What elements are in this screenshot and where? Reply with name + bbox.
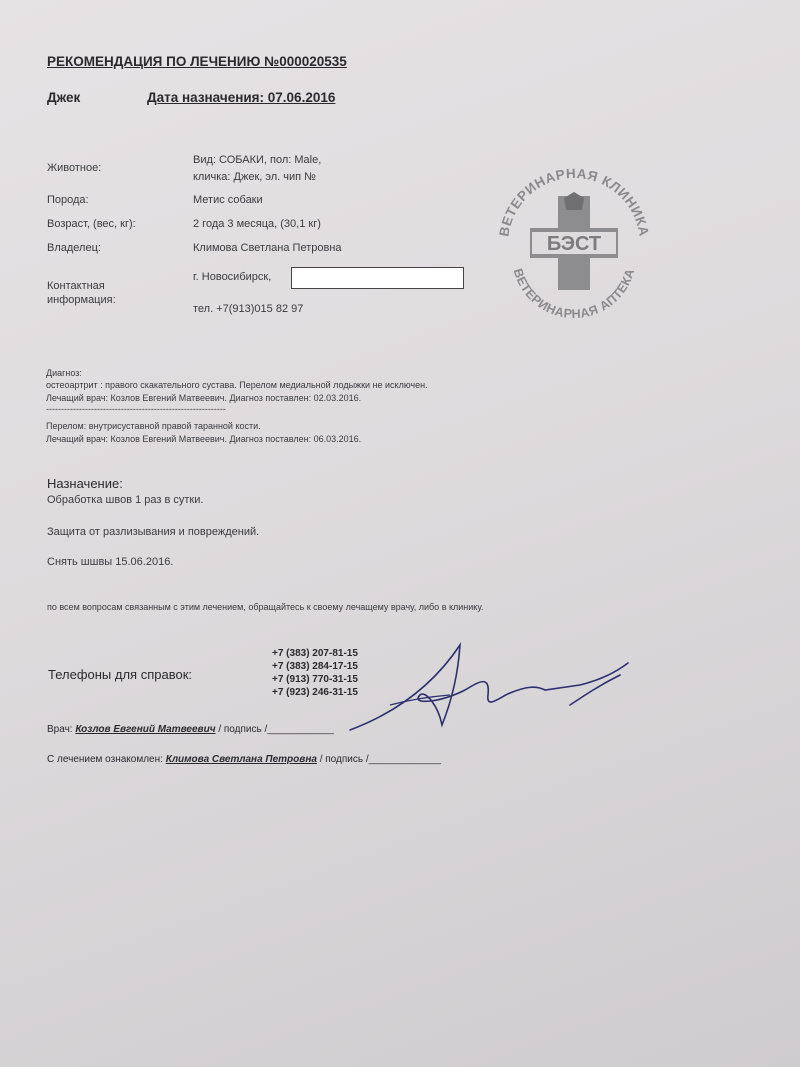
stamp-text-top: ВЕТЕРИНАРНАЯ КЛИНИКА — [496, 165, 652, 238]
prescription-item: Обработка швов 1 раз в сутки. — [47, 494, 204, 506]
doctor-signature-line — [47, 724, 334, 735]
diagnosis-line-3: Перелом: внутрисуставной правой таранной кости. — [46, 421, 261, 431]
contact-label-1: Контактная — [47, 280, 105, 292]
prescription-label: Назначение: — [47, 476, 123, 491]
animal-line-2: кличка: Джек, эл. чип № — [193, 171, 316, 183]
age-label: Возраст, (вес, кг): — [47, 218, 136, 230]
breed-label: Порода: — [47, 194, 89, 206]
clinic-stamp — [488, 158, 660, 330]
phone-number: +7 (383) 207-81-15 — [272, 648, 358, 659]
prescription-date: Дата назначения: 07.06.2016 — [147, 90, 336, 105]
redacted-address-box — [291, 267, 464, 289]
phone-number: +7 (923) 246-31-15 — [272, 687, 358, 698]
acknowledgement-line — [47, 754, 441, 765]
diagnosis-line-4: Лечащий врач: Козлов Евгений Матвеевич. Диагноз поставлен: 06.03.2016. — [46, 434, 362, 444]
prescription-item: Снять шшвы 15.06.2016. — [47, 556, 174, 568]
diagnosis-label: Диагноз: — [46, 368, 82, 378]
stamp-text-bottom: ВЕТЕРИНАРНАЯ АПТЕКА — [510, 266, 638, 322]
doctor-name: Козлов Евгений Матвеевич — [75, 724, 216, 735]
handwritten-signature — [330, 635, 640, 745]
contact-phone: тел. +7(913)015 82 97 — [193, 303, 304, 315]
prescription-item: Защита от разлизывания и повреждений. — [47, 526, 260, 538]
diagnosis-line-1: остеоартрит : правого скакательного сустава. Перелом медиальной лодыжки не исключен. — [46, 380, 428, 390]
owner-name-signed: Климова Светлана Петровна — [165, 754, 317, 765]
diagnosis-separator: ------------------------------------------------------------ — [46, 404, 226, 414]
contact-city: г. Новосибирск, — [193, 271, 272, 283]
age-value: 2 года 3 месяца, (30,1 кг) — [193, 218, 321, 230]
patient-name: Джек — [47, 90, 81, 105]
doctor-prefix: Врач: — [47, 724, 73, 735]
document-title: РЕКОМЕНДАЦИЯ ПО ЛЕЧЕНИЮ №000020535 — [47, 54, 347, 69]
ack-signature-suffix: / подпись /_____________ — [319, 754, 441, 765]
diagnosis-line-2: Лечащий врач: Козлов Евгений Матвеевич. Диагноз поставлен: 02.03.2016. — [46, 393, 362, 403]
owner-value: Климова Светлана Петровна — [193, 242, 342, 254]
phone-number: +7 (383) 284-17-15 — [272, 661, 358, 672]
ack-prefix: С лечением ознакомлен: — [47, 754, 163, 765]
animal-line-1: Вид: СОБАКИ, пол: Male, — [193, 154, 322, 166]
phones-label: Телефоны для справок: — [48, 667, 192, 682]
breed-value: Метис собаки — [193, 194, 263, 206]
doctor-signature-suffix: / подпись /____________ — [218, 724, 334, 735]
animal-label: Животное: — [47, 162, 102, 174]
contact-label-2: информация: — [47, 294, 116, 306]
stamp-center-text: БЭСТ — [546, 233, 602, 255]
owner-label: Владелец: — [47, 242, 101, 254]
phone-number: +7 (913) 770-31-15 — [272, 674, 358, 685]
contact-note: по всем вопросам связанным с этим лечением, обращайтесь к своему лечащему врачу, либо в клинику. — [47, 602, 484, 612]
